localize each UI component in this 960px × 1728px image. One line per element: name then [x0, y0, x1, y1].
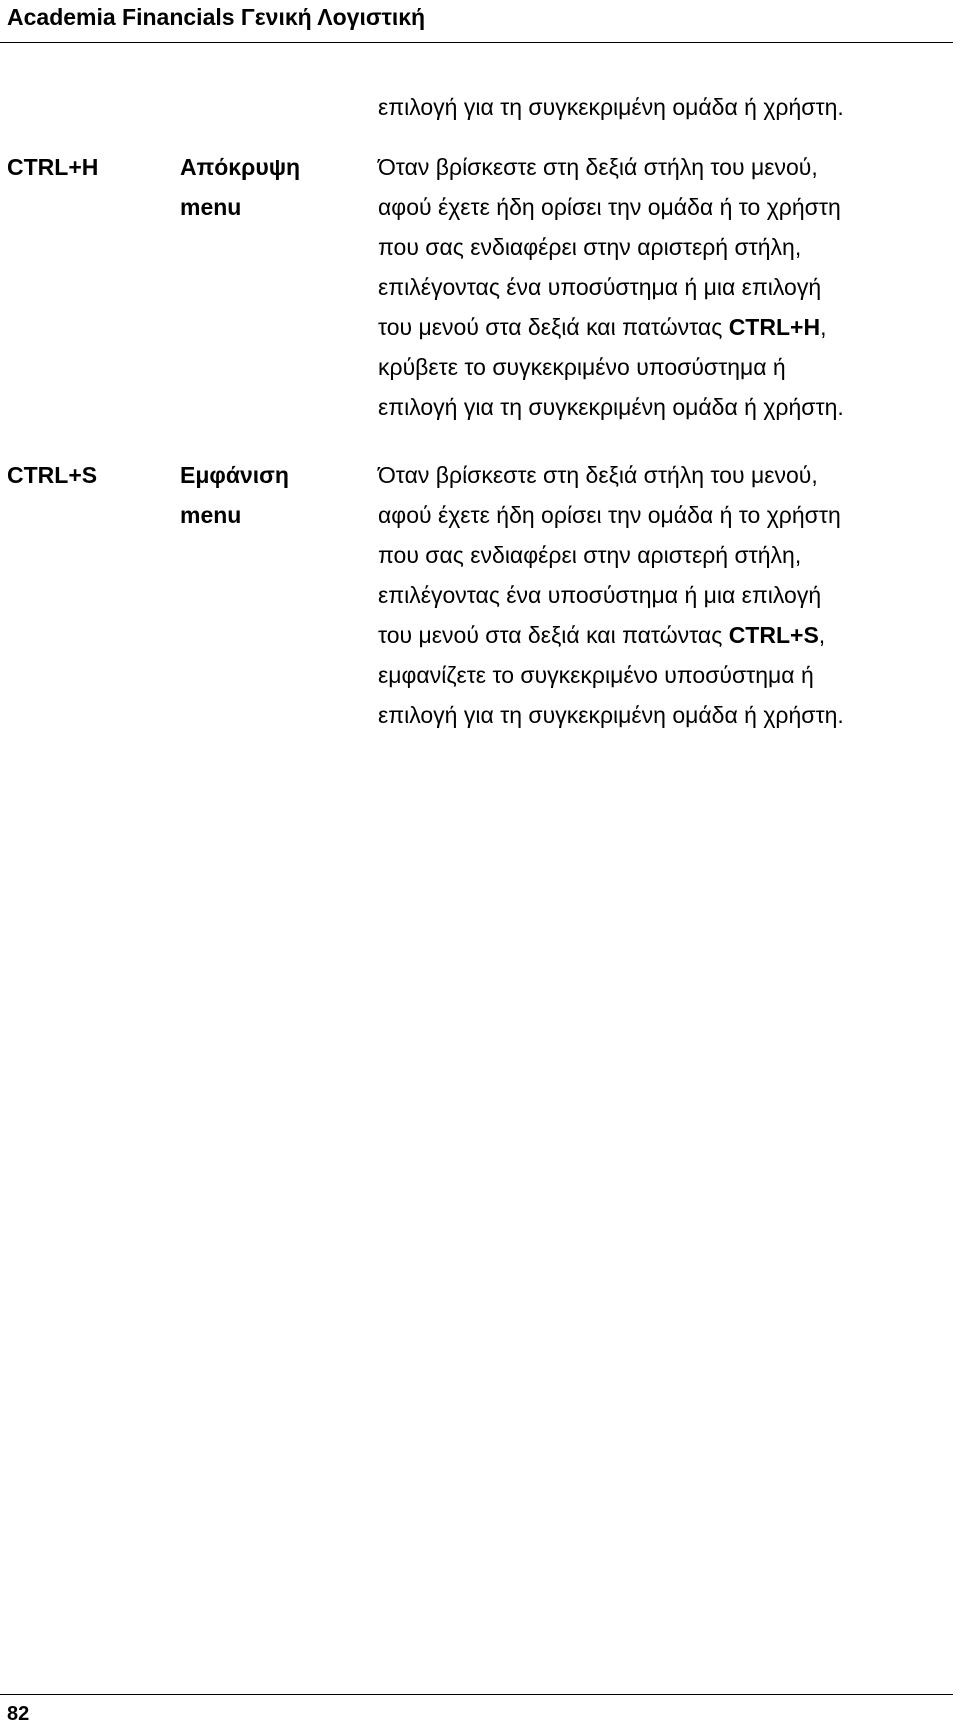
command-name-hide-menu: menu	[180, 194, 242, 220]
description-text: ,	[818, 622, 826, 648]
inline-shortcut-key: CTRL+H	[728, 314, 821, 340]
command-name-show-menu: menu	[180, 502, 242, 528]
description-text: ,	[820, 314, 827, 340]
footer-divider	[0, 1694, 953, 1695]
inline-shortcut-key: CTRL+S	[728, 622, 819, 648]
description-line: επιλογή για τη συγκεκριμένη ομάδα ή χρήστη.	[378, 702, 844, 728]
description-line: εμφανίζετε το συγκεκριμένο υποσύστημα ή	[378, 662, 814, 688]
header-divider	[0, 42, 953, 43]
description-line-with-key	[378, 312, 826, 342]
description-line-with-key	[378, 620, 825, 650]
description-line: επιλέγοντας ένα υποσύστημα ή μια επιλογή	[378, 274, 822, 300]
description-line: που σας ενδιαφέρει στην αριστερή στήλη,	[378, 234, 802, 260]
description-line: επιλέγοντας ένα υποσύστημα ή μια επιλογή	[378, 582, 822, 608]
page-number: 82	[7, 1703, 30, 1725]
command-name-show: Εμφάνιση	[180, 462, 289, 488]
description-line: που σας ενδιαφέρει στην αριστερή στήλη,	[378, 542, 802, 568]
description-text: του μενού στα δεξιά και πατώντας	[378, 622, 729, 648]
description-line: Όταν βρίσκεστε στη δεξιά στήλη του μενού,	[378, 462, 818, 488]
page-header-title: Academia Financials Γενική Λογιστική	[7, 4, 426, 30]
description-line: Όταν βρίσκεστε στη δεξιά στήλη του μενού,	[378, 154, 818, 180]
shortcut-key-ctrl-s: CTRL+S	[7, 462, 98, 488]
description-line: επιλογή για τη συγκεκριμένη ομάδα ή χρήστη.	[378, 394, 844, 420]
description-line: κρύβετε το συγκεκριμένο υποσύστημα ή	[378, 354, 786, 380]
shortcut-key-ctrl-h: CTRL+H	[7, 154, 99, 180]
description-line: αφού έχετε ήδη ορίσει την ομάδα ή το χρήστη	[378, 502, 841, 528]
description-text: του μενού στα δεξιά και πατώντας	[378, 314, 729, 340]
command-name-hide: Απόκρυψη	[180, 154, 301, 180]
continued-description-line: επιλογή για τη συγκεκριμένη ομάδα ή χρήστη.	[378, 94, 844, 120]
description-line: αφού έχετε ήδη ορίσει την ομάδα ή το χρήστη	[378, 194, 841, 220]
